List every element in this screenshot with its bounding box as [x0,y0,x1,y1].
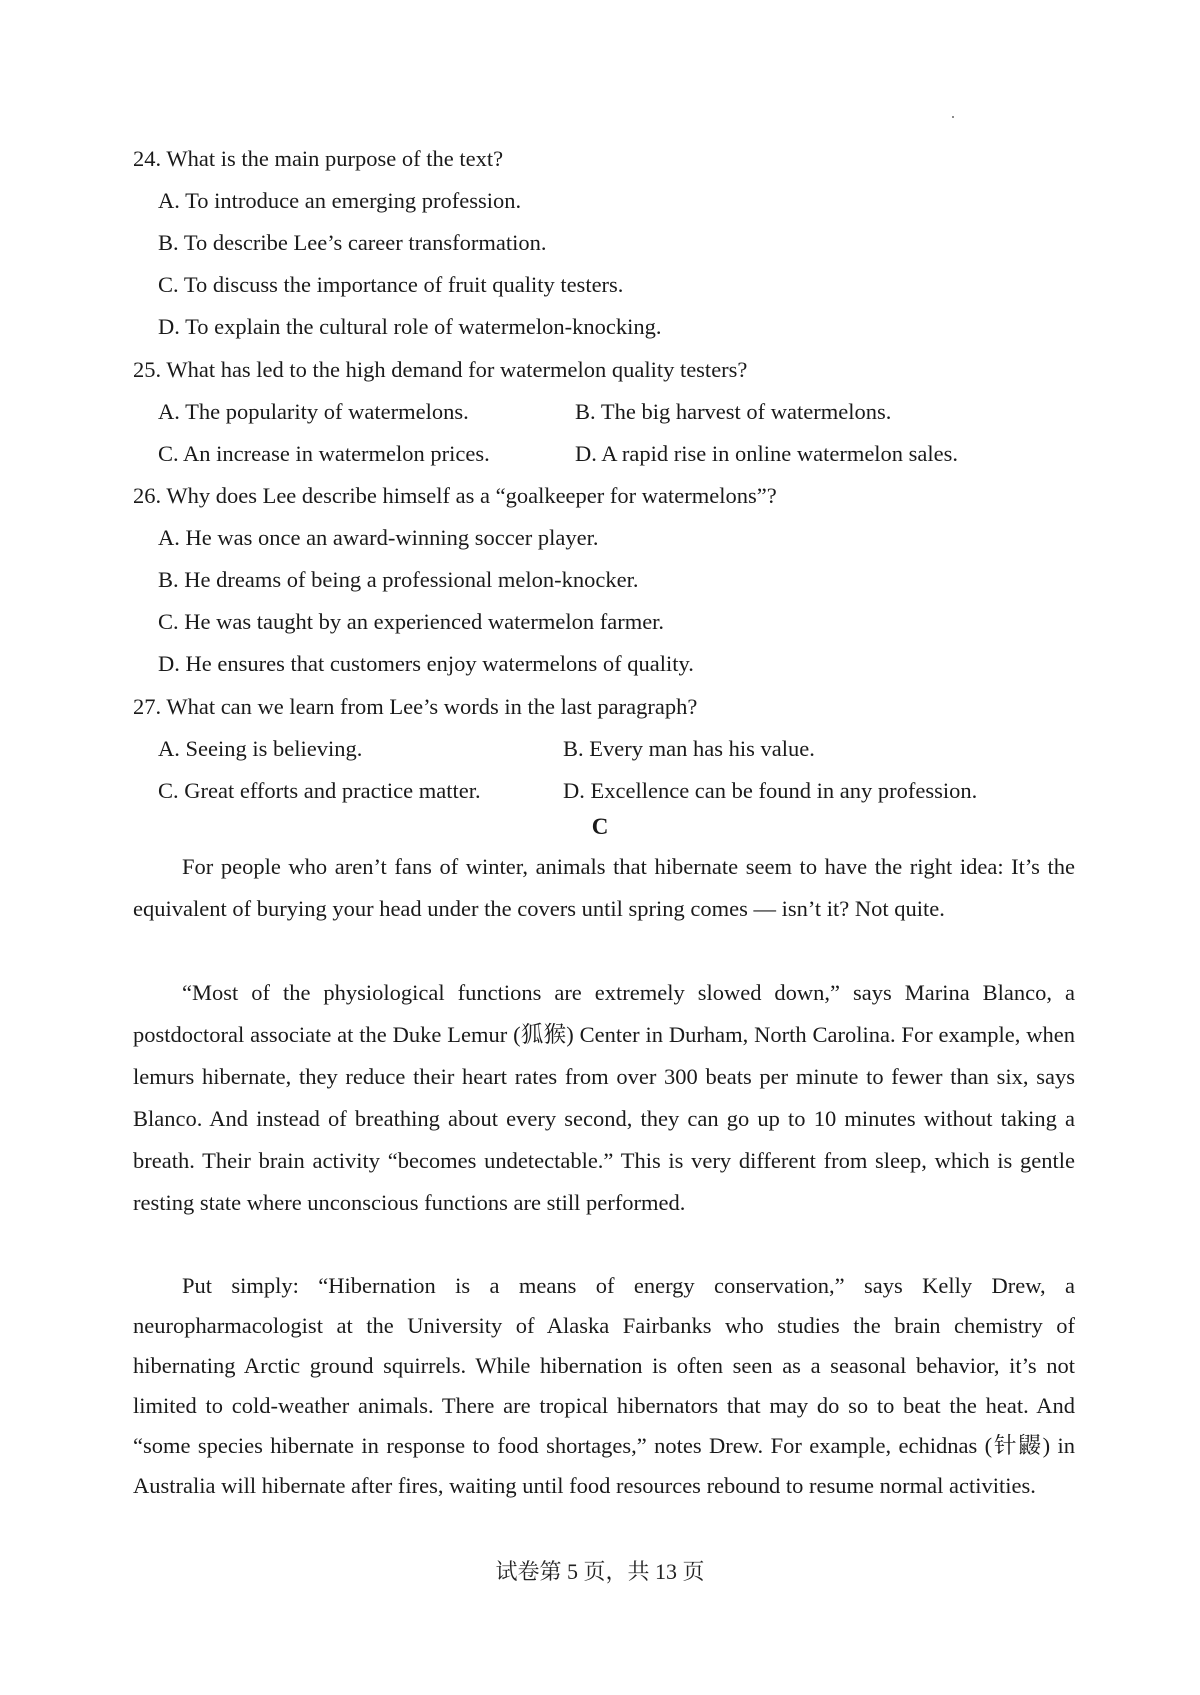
question-24-option-a: A. To introduce an emerging profession. [158,188,522,213]
question-25-option-a: A. The popularity of watermelons. [158,399,469,424]
question-27-option-c: C. Great efforts and practice matter. [158,778,481,803]
passage-paragraph-1: For people who aren’t fans of winter, animals that hibernate seem to have the right idea: It’s the equivalent of burying your head under the covers until spring comes — isn’t it? Not quite. [133,854,1075,921]
question-27-option-b: B. Every man has his value. [563,736,815,761]
passage-paragraph-3: Put simply: “Hibernation is a means of energy conservation,” says Kelly Drew, a neuropharmacologist at the University of Alaska Fairbanks who studies the brain chemistry of hibernating Arctic ground squirrels. While hibernation is often seen as a seasonal behavior, it’s not limited to cold-weather animals. There are tropical hibernators that may do so to beat the heat. And “some species hibernate in response to food shortages,” notes Drew. For example, echidnas (针鼹) in Australia will hibernate after fires, waiting until food resources rebound to resume normal activities. [133,1273,1075,1498]
question-26-stem: 26. Why does Lee describe himself as a “goalkeeper for watermelons”? [133,483,777,508]
question-24-option-b: B. To describe Lee’s career transformation. [158,230,547,255]
question-27-option-a: A. Seeing is believing. [158,736,363,761]
question-24-option-c: C. To discuss the importance of fruit quality testers. [158,272,624,297]
scan-speck [952,116,954,118]
question-24-option-d: D. To explain the cultural role of watermelon-knocking. [158,314,662,339]
section-heading: C [591,814,609,839]
question-25-stem: 25. What has led to the high demand for watermelon quality testers? [133,357,748,382]
passage-paragraph-2: “Most of the physiological functions are extremely slowed down,” says Marina Blanco, a postdoctoral associate at the Duke Lemur (狐猴) Center in Durham, North Carolina. For example, when lemurs hibernate, they reduce their heart rates from over 300 beats per minute to fewer than six, says Blanco. And instead of breathing about every second, they can go up to 10 minutes without taking a breath. Their brain activity “becomes undetectable.” This is very different from sleep, which is gentle resting state where unconscious functions are still performed. [133,980,1075,1215]
question-26-option-a: A. He was once an award-winning soccer player. [158,525,599,550]
question-25-option-d: D. A rapid rise in online watermelon sales. [575,441,959,466]
question-24-stem: 24. What is the main purpose of the text? [133,146,504,171]
question-25-option-c: C. An increase in watermelon prices. [158,441,490,466]
question-25-option-b: B. The big harvest of watermelons. [575,399,892,424]
question-26-option-c: C. He was taught by an experienced watermelon farmer. [158,609,665,634]
question-27-option-d: D. Excellence can be found in any profession. [563,778,978,803]
question-26-option-b: B. He dreams of being a professional melon-knocker. [158,567,639,592]
page-footer: 试卷第 5 页，共 13 页 [495,1559,705,1584]
question-27-stem: 27. What can we learn from Lee’s words in the last paragraph? [133,694,698,719]
question-26-option-d: D. He ensures that customers enjoy watermelons of quality. [158,651,694,676]
